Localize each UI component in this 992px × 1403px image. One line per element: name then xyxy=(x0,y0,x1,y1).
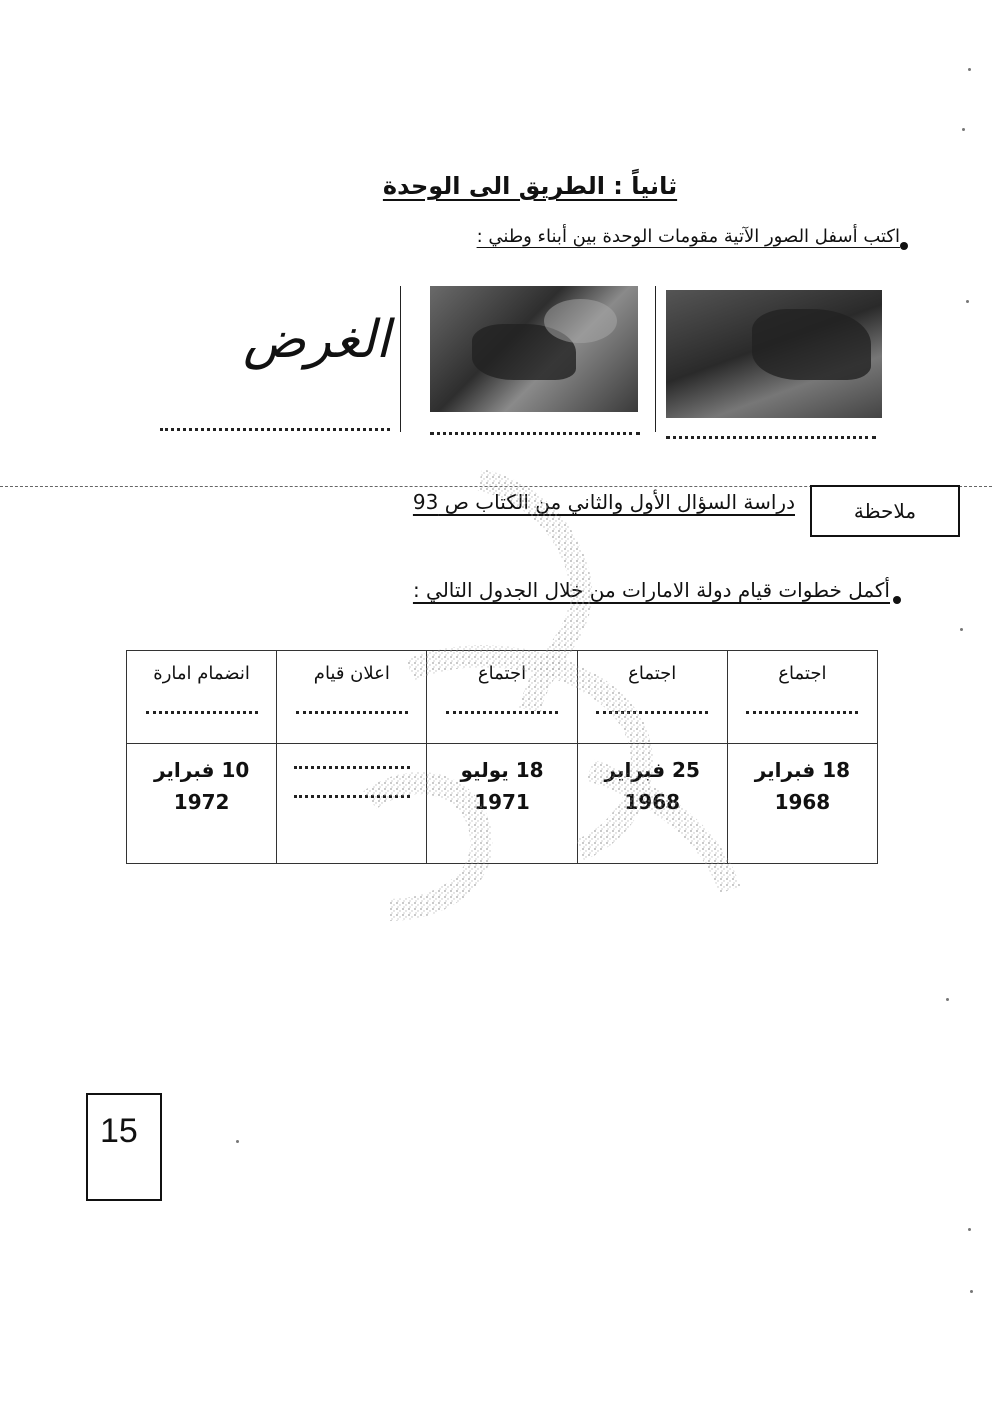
answer-line[interactable] xyxy=(146,711,258,714)
table-header-cell xyxy=(427,651,577,744)
scan-speck xyxy=(968,1228,971,1231)
date-day: 25 فبراير xyxy=(604,758,700,782)
note-label-box: ملاحظة xyxy=(810,485,960,537)
unity-photo-1 xyxy=(430,286,638,412)
header-label: اجتماع xyxy=(778,663,827,684)
header-label: انضمام امارة xyxy=(153,663,250,684)
header-label: اعلان قيام xyxy=(313,663,390,684)
table-date-row xyxy=(127,744,878,864)
date-year: 1972 xyxy=(173,790,230,814)
scan-speck xyxy=(946,998,949,1001)
images-instruction: اكتب أسفل الصور الآتية مقومات الوحدة بين أبناء وطني : xyxy=(476,226,900,247)
scan-speck xyxy=(962,128,965,131)
table-header-cell xyxy=(277,651,427,744)
bullet-icon xyxy=(900,242,908,250)
answer-line[interactable] xyxy=(746,711,858,714)
table-header-cell xyxy=(127,651,277,744)
divider-line xyxy=(400,286,401,432)
scan-speck xyxy=(960,628,963,631)
header-label: اجتماع xyxy=(477,663,527,684)
date-cell xyxy=(427,744,577,864)
steps-table xyxy=(126,650,878,864)
scan-speck xyxy=(966,300,969,303)
answer-line[interactable] xyxy=(160,428,390,431)
scan-speck xyxy=(968,68,971,71)
date-day: 10 فبراير xyxy=(153,758,250,782)
header-label: اجتماع xyxy=(628,663,677,684)
answer-line[interactable] xyxy=(596,711,708,714)
date-year: 1968 xyxy=(774,790,831,814)
date-cell xyxy=(277,744,427,864)
date-day: 18 فبراير xyxy=(754,758,851,782)
date-day: 18 يوليو xyxy=(460,758,544,782)
date-year: 1968 xyxy=(624,790,681,814)
table-header-cell xyxy=(727,651,877,744)
calligraphy-logo: الغرض xyxy=(243,310,390,370)
table-header-cell xyxy=(577,651,727,744)
section-title: ثانياً : الطريق الى الوحدة xyxy=(382,172,678,200)
date-cell xyxy=(727,744,877,864)
answer-line[interactable] xyxy=(296,711,408,714)
page-number: 15 xyxy=(100,1112,138,1150)
answer-line[interactable] xyxy=(446,711,558,714)
scan-speck xyxy=(236,1140,239,1143)
answer-line[interactable] xyxy=(666,436,876,439)
answer-line[interactable] xyxy=(294,795,410,798)
divider-line xyxy=(655,286,656,432)
note-text: دراسة السؤال الأول والثاني من الكتاب ص 93 xyxy=(412,490,795,514)
table-instruction: أكمل خطوات قيام دولة الامارات من خلال الجدول التالي : xyxy=(412,578,890,602)
unity-photo-2 xyxy=(666,290,882,418)
answer-line[interactable] xyxy=(294,766,410,769)
date-year: 1971 xyxy=(474,790,530,814)
date-cell xyxy=(577,744,727,864)
answer-line[interactable] xyxy=(430,432,640,435)
bullet-icon xyxy=(893,596,901,604)
date-cell xyxy=(127,744,277,864)
scan-speck xyxy=(970,1290,973,1293)
table-header-row xyxy=(127,651,878,744)
